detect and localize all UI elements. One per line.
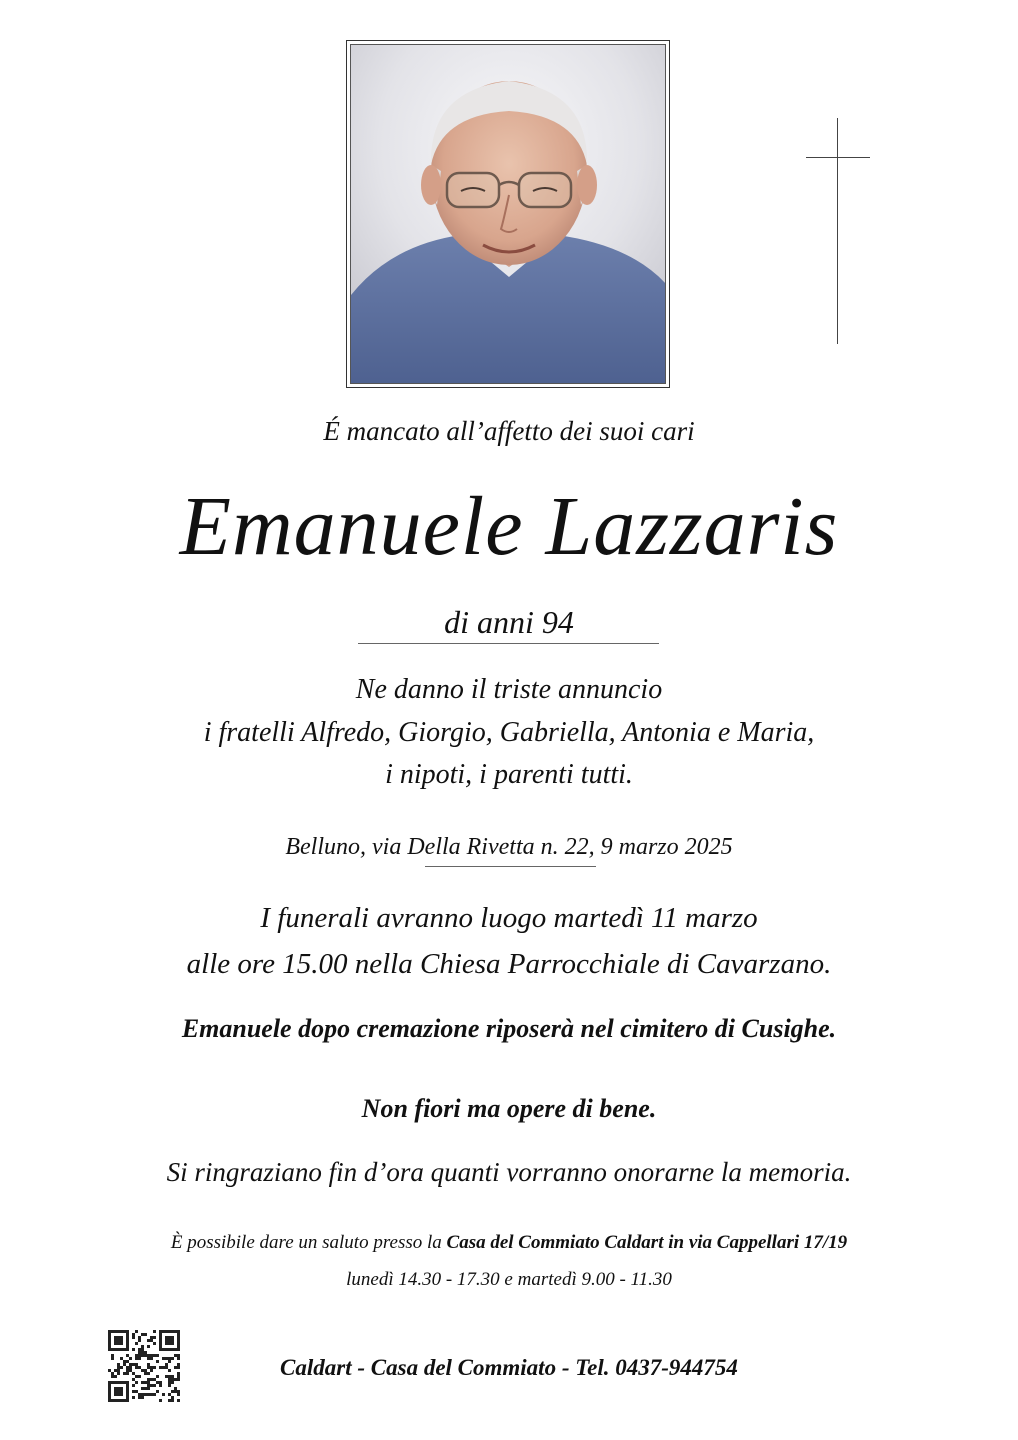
- flowers-note: Non fiori ma opere di bene.: [361, 1094, 657, 1123]
- visit-info: [0, 1232, 1018, 1254]
- portrait-frame: [346, 40, 670, 388]
- thanks-note: Si ringraziano fin d’ora quanti vorranno onorarne la memoria.: [166, 1157, 852, 1187]
- divider: [425, 866, 596, 867]
- portrait-photo: [350, 44, 666, 384]
- portrait-illustration: [351, 45, 666, 384]
- visit-hours: lunedì 14.30 - 17.30 e martedì 9.00 - 11.30: [346, 1269, 672, 1290]
- cremation-note: Emanuele dopo cremazione riposerà nel cimitero di Cusighe.: [181, 1014, 837, 1043]
- announcement-line: i nipoti, i parenti tutti.: [385, 759, 633, 790]
- announcement-line: Ne danno il triste annuncio: [355, 674, 663, 705]
- funeral-line: I funerali avranno luogo martedì 11 marzo: [260, 902, 758, 934]
- place-date: Belluno, via Della Rivetta n. 22, 9 marzo 2025: [285, 834, 733, 860]
- divider: [358, 643, 659, 644]
- visit-prefix: È possibile dare un saluto presso la: [170, 1232, 447, 1253]
- intro-text: É mancato all’affetto dei suoi cari: [323, 416, 695, 446]
- age-text: di anni 94: [444, 604, 574, 640]
- visit-place: Casa del Commiato Caldart in via Cappellari 17/19: [446, 1232, 848, 1253]
- announcement-line: i fratelli Alfredo, Giorgio, Gabriella, Antonia e Maria,: [203, 717, 815, 748]
- cross-icon-bar: [806, 157, 870, 158]
- footer-contact: Caldart - Casa del Commiato - Tel. 0437-944754: [280, 1355, 738, 1380]
- deceased-name: Emanuele Lazzaris: [179, 480, 839, 573]
- cross-icon: [837, 118, 838, 344]
- funeral-line: alle ore 15.00 nella Chiesa Parrocchiale di Cavarzano.: [186, 948, 832, 980]
